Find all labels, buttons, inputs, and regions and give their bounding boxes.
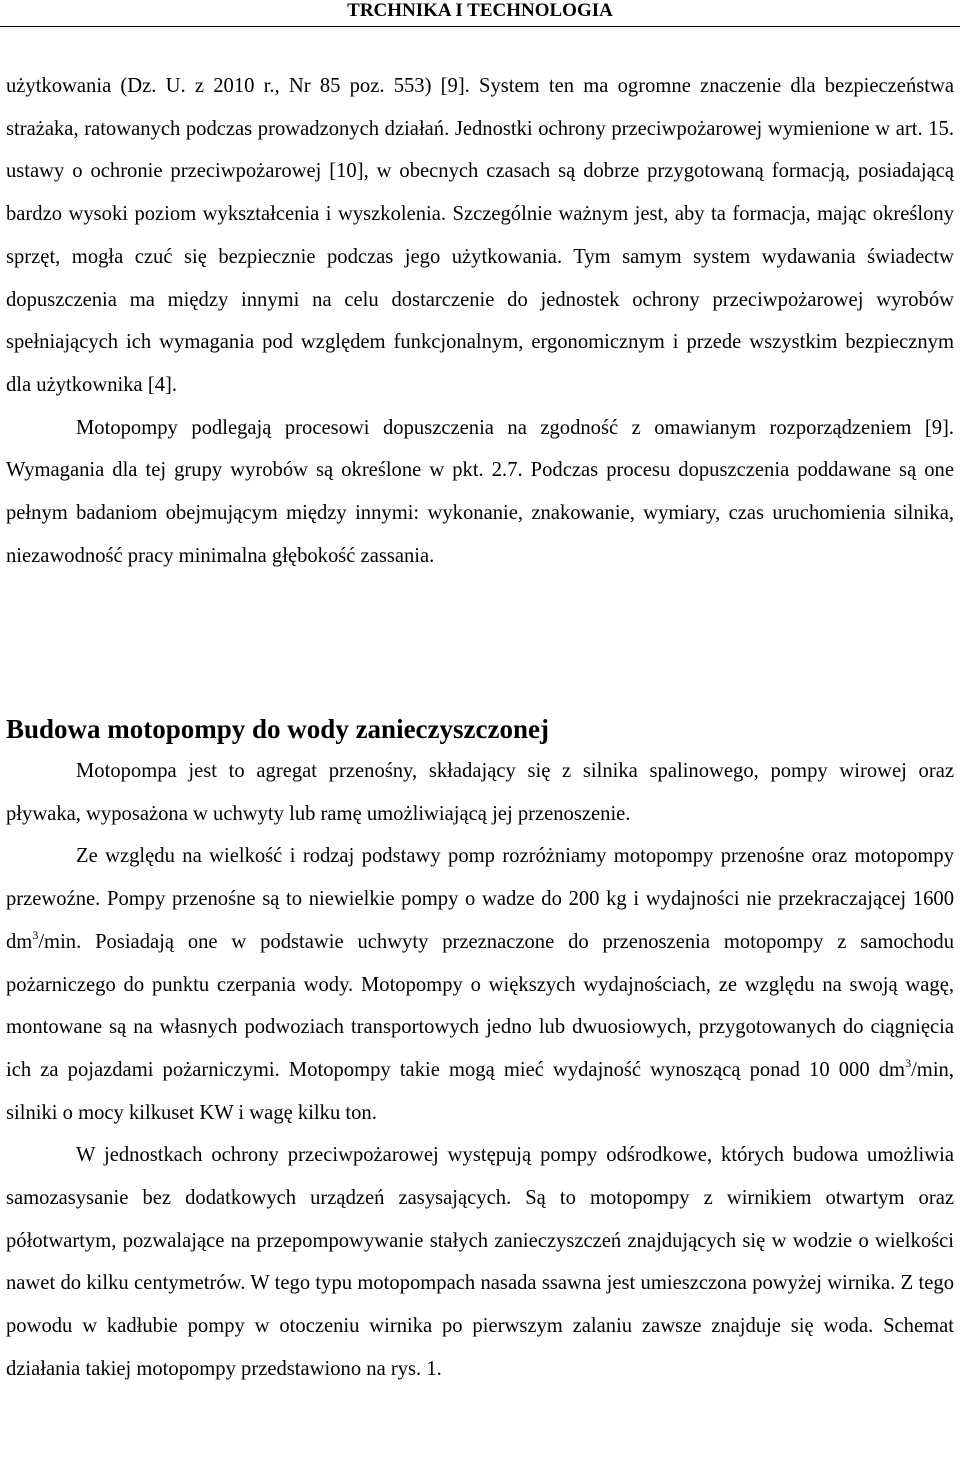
section-paragraph-2 [6, 835, 954, 1134]
header-divider [0, 26, 960, 27]
section-paragraph-3: W jednostkach ochrony przeciwpożarowej występują pompy odśrodkowe, których budowa umożliwia samozasysanie bez dodatkowych urządzeń zasysających. Są to motopompy z wirnikiem otwartym oraz półotwartym, pozwalające na przepompowywanie stałych zanieczyszczeń znajdujących się w wodzie o wielkości nawet do kilku centymetrów. W tego typu motopompach nasada ssawna jest umieszczona powyżej wirnika. Z tego powodu w kadłubie pompy w otoczeniu wirnika po pierwszym zalaniu zawsze znajduje się woda. Schemat działania takiej motopompy przedstawiono na rys. 1. [6, 1144, 954, 1380]
section-heading: Budowa motopompy do wody zanieczyszczonej [6, 714, 549, 744]
section-paragraph-2-part-a: Ze względu na wielkość i rodzaj podstawy pomp rozróżniamy motopompy przenośne oraz motopompy przewoźne. Pompy przenośne są to niewielkie pompy o wadze do 200 kg i wydajności nie przekraczającej 1600 dm [6, 845, 954, 953]
section-paragraph-2-part-c: /min, silniki o mocy kilkuset KW i wagę kilku ton. [6, 1058, 954, 1124]
intro-paragraph-2: Motopompy podlegają procesowi dopuszczenia na zgodność z omawianym rozporządzeniem [9]. Wymagania dla tej grupy wyrobów są określone w pkt. 2.7. Podczas procesu dopuszczenia poddawane są one pełnym badaniom obejmującym między innymi: wykonanie, znakowanie, wymiary, czas uruchomienia silnika, niezawodność pracy minimalna głębokość zassania. [6, 416, 954, 567]
section-text [6, 750, 954, 1391]
section-paragraph-1: Motopompa jest to agregat przenośny, składający się z silnika spalinowego, pompy wirowej oraz pływaka, wyposażona w uchwyty lub ramę umożliwiającą jej przenoszenie. [6, 760, 954, 825]
section-paragraph-2-part-b: /min. Posiadają one w podstawie uchwyty przeznaczone do przenoszenia motopompy z samochodu pożarniczego do punktu czerpania wody. Motopompy o większych wydajnościach, ze względu na swoją wagę, montowane są na własnych podwoziach transportowych jedno lub dwuosiowych, przygotowanych do ciągnięcia ich za pojazdami pożarniczymi. Motopompy takie mogą mieć wydajność wynoszącą ponad 10 000 dm [6, 930, 954, 1081]
intro-paragraph-1: użytkowania (Dz. U. z 2010 r., Nr 85 poz. 553) [9]. System ten ma ogromne znaczenie dla bezpieczeństwa strażaka, ratowanych podczas prowadzonych działań. Jednostki ochrony przeciwpożarowej wymienione w art. 15. ustawy o ochronie przeciwpożarowej [10], w obecnych czasach są dobrze przygotowaną formacją, posiadającą bardzo wysoki poziom wykształcenia i wyszkolenia. Szczególnie ważnym jest, aby ta formacja, mając określony sprzęt, mogła czuć się bezpiecznie podczas jego użytkowania. Tym samym system wydawania świadectw dopuszczenia ma między innymi na celu dostarczenie do jednostek ochrony przeciwpożarowej wyrobów spełniających ich wymagania pod względem funkcjonalnym, ergonomicznym i przede wszystkim bezpiecznym dla użytkownika [4]. [6, 75, 954, 396]
running-header: TRCHNIKA I TECHNOLOGIA [347, 0, 613, 21]
intro-text [6, 65, 954, 577]
superscript-exponent: 3 [32, 927, 39, 942]
superscript-exponent: 3 [905, 1055, 912, 1070]
